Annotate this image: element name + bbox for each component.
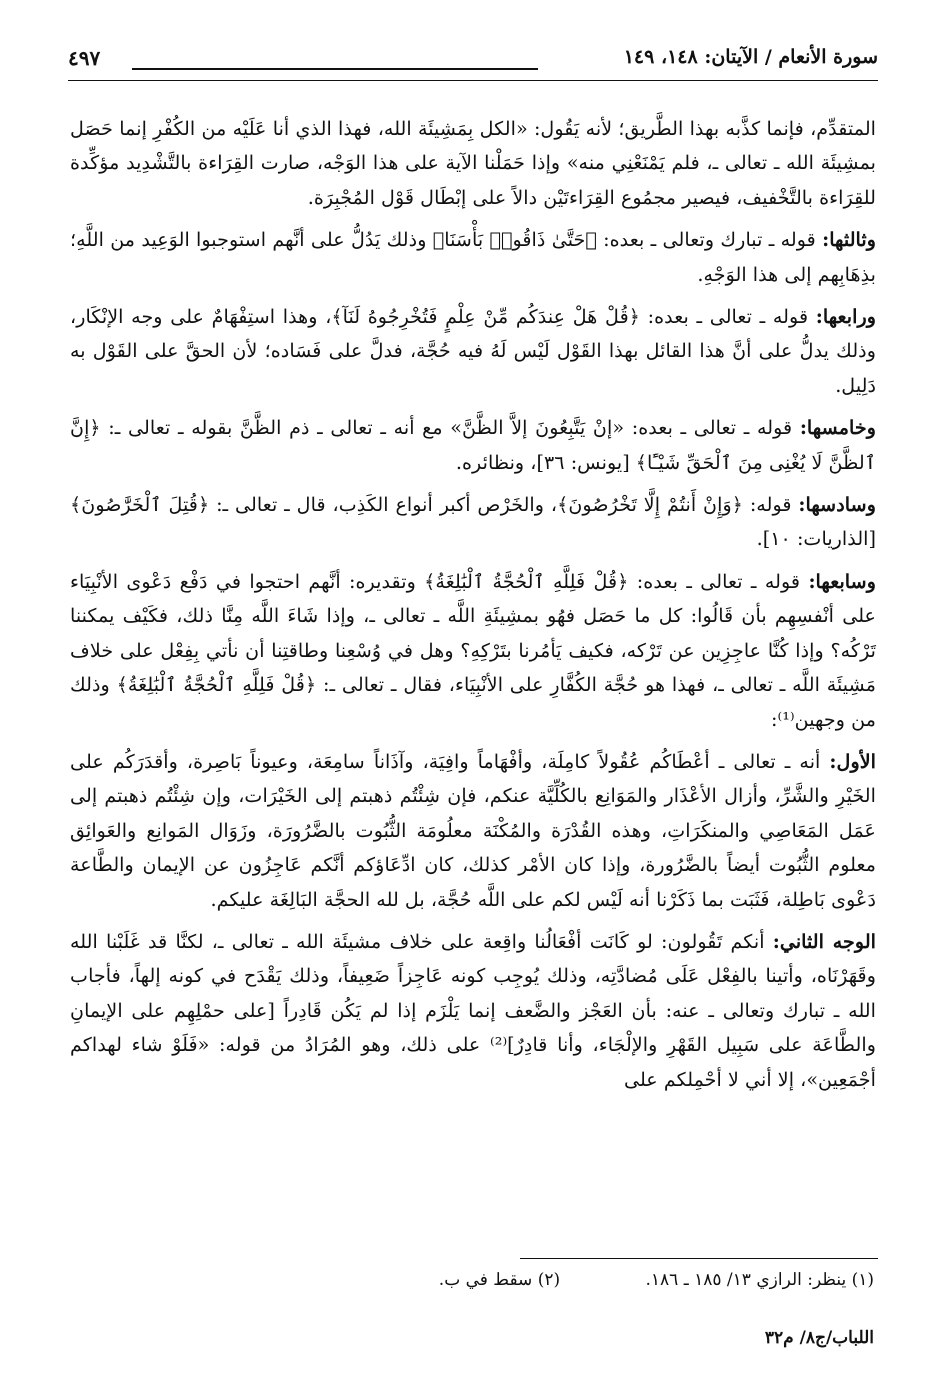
paragraph-lead: وسابعها: bbox=[808, 569, 876, 593]
running-title: سورة الأنعام / الآيتان: ١٤٨، ١٤٩ bbox=[623, 46, 878, 68]
page-number: ٤٩٧ bbox=[68, 46, 101, 70]
paragraph-lead: الوجه الثاني: bbox=[772, 929, 876, 953]
paragraph-text: قوله ـ تعالى ـ بعده: ﴿قُلْ هَلْ عِندَكُم مِّنْ عِلْمٍ فَتُخْرِجُوهُ لَنَآ﴾، وهذا استِفْهَامٌ على وجه الإنْكَار، وذلك يدلُّ على أنَّ هذا القائل بهذا القَوْل لَيْس لَهُ فيه حُجَّة، فدلَّ على فَسَاده؛ لأن الحقَّ على القَوْل به دَلِيل. bbox=[70, 305, 876, 397]
footnote: (١) ينظر: الرازي ١٣/ ١٨٥ ـ ١٨٦. bbox=[645, 1270, 874, 1290]
footnote: (٢) سقط في ب. bbox=[438, 1270, 561, 1290]
paragraph bbox=[70, 223, 876, 292]
paragraph bbox=[70, 488, 876, 557]
header-rule bbox=[132, 68, 538, 70]
paragraph-text: أنكم تَقُولون: لو كَانَت أفْعَالُنا واقِعة على خلاف مشيئَة الله ـ تعالى ـ، لكنَّا قد غَلَبْنا الله وقَهَرْنَاه، وأتينا بالفِعْل عَلَى مُضادَّتِه، وذلك يُوجِب كونه عَاجِزاً ضَعِيفاً، وذلك يَقْدَح في كونه إلهاً، فأجاب الله ـ تبارك وتعالى ـ عنه: بأن العَجْز والضَّعف إنما يَلْزَم إذا لم يَكُن قَادِراً [على حمْلِهِم على الإيمانِ والطَّاعَة على سَبِيل القَهْرِ والإلْجَاء، وأنا قادِرٌ]⁽²⁾ على ذلك، وهو المُرَادُ من قوله: «فَلَوْ شاء لهداكم أجْمَعِين»، إلا أني لا أحْمِلكم على bbox=[70, 929, 876, 1091]
paragraph bbox=[70, 300, 876, 403]
paragraph-lead: الأول: bbox=[829, 749, 876, 773]
paragraph bbox=[70, 565, 876, 737]
main-text bbox=[70, 112, 876, 1105]
paragraph-text: قوله ـ تعالى ـ بعده: ﴿قُلْ فَلِلَّهِ ٱلْحُجَّةُ ٱلْبَٰلِغَةُ﴾ وتقديره: أنَّهم احتجوا في دَفْع دَعْوى الأنْبِيَاء على أنْفسِهِم بأن قَالُوا: كل ما حَصَل فهُو بمشِيئَةِ اللَّه ـ تعالى ـ، وإذا شَاءَ اللَّه مِنَّا ذلك، فكَيْف يمكننا تَرْكُه؟ وإذا كُنَّا عاجِزِين عن تَرْكه، فكيف يَأمُرنا بتَرْكِهِ؟ وهل في وُسْعِنا وطاقتِنا أن نأتي بِفِعْل على خلاف مَشِيئَة اللَّه ـ تعالى ـ، فهذا هو حُجَّة الكُفَّارِ على الأنْبِيَاء، فقال ـ تعالى ـ: ﴿قُلْ فَلِلَّهِ ٱلْحُجَّةُ ٱلْبَٰلِغَةُ﴾ وذلك من وجهين⁽¹⁾: bbox=[70, 569, 876, 731]
paragraph bbox=[70, 411, 876, 480]
paragraph-text: قوله: ﴿وَإِنْ أَنتُمْ إِلَّا تَخْرُصُونَ﴾، والخَرْص أكبر أنواع الكَذِب، قال ـ تعالى ـ: ﴿قُتِلَ ٱلْخَرَّٰصُونَ﴾ [الذاريات: ١٠]. bbox=[70, 493, 876, 551]
paragraph-text: قوله ـ تعالى ـ بعده: «إنْ يَتَّبِعُونَ إلاَّ الظَّنَّ» مع أنه ـ تعالى ـ ذم الظَّنَّ بقوله ـ تعالى ـ: ﴿إِنَّ ٱلظَّنَّ لَا يُغْنِى مِنَ ٱلْحَقِّ شَيْـًٔا﴾ [يونس: ٣٦]، ونظائره. bbox=[70, 416, 876, 474]
paragraph-lead: وسادسها: bbox=[798, 493, 876, 517]
paragraph-lead: ورابعها: bbox=[815, 305, 876, 329]
footnote-rule bbox=[520, 1258, 878, 1259]
paragraph-lead: وخامسها: bbox=[799, 416, 876, 440]
paragraph bbox=[70, 112, 876, 215]
paragraph-text: قوله ـ تبارك وتعالى ـ بعده: ﴿حَتَّىٰ ذَاقُوا۟ بَأْسَنَا﴾ وذلك يَدُلُّ على أنَّهم استوجبوا الوَعِيد من اللَّهِ؛ بذِهَابِهم إلى هذا الوَجْهِ. bbox=[70, 228, 876, 286]
printer-signature: اللباب/ج٨/ م٣٢ bbox=[764, 1328, 874, 1348]
paragraph-lead: وثالثها: bbox=[822, 228, 876, 252]
page-header bbox=[68, 46, 878, 80]
paragraph-text: المتقدِّم، فإنما كذَّبه بهذا الطَّريق؛ لأنه يَقُول: «الكل بِمَشِيئَة الله، فهذا الذي أنا عَلَيْه من الكُفْرِ إنما حَصَل بمشِيئَة الله ـ تعالى ـ، فلم يَمْنَعْنِي منه» وإذا حَمَلْنا الآية على هذا الوَجْه، صارت القِرَاءة بالتَّشْدِيد مؤكِّدة للقِرَاءة بالتَّخْفيف، فيصير مجمُوع القِرَاءتَيْن دالاً على إبْطَال قَوْل المُجْبِرَة. bbox=[70, 117, 876, 209]
footnotes bbox=[300, 1270, 874, 1290]
paragraph-text: أنه ـ تعالى ـ أعْطَاكُم عُقُولاً كامِلَة، وأفْهَاماً وافِيَة، وآذَاناً سامِعَة، وعيوناً بَاصِرة، وأقدَرَكُم على الخَيْرِ والشَّرِّ، وأزال الأعْذَار والمَوَانِع بالكُلِّيَّة عنكم، فإن شِئْتُم ذهبتم إلى الخَيْرَات، وإن شِئْتُم ذهبتم إلى عَمَل المَعَاصِي والمنكَرَاتِ، وهذه القُدْرَة والمُكْنَة معلُومَة الثُّبُوت بالضَّرُورَة، وزَوَال المَوانِع والعَوائِق معلوم الثُّبُوت أيضاً بالضَّرُورة، وإذا كان الأمْر كذلك، كان ادِّعَاؤكم أنَّكم عَاجِزُون عن الإيمان والطَّاعة دَعْوى بَاطِلة، فَثَبَت بما ذَكَرْنا أنه لَيْس لكم على اللَّه حُجَّة، بل لله الحجَّة البَالِغَة عليكم. bbox=[70, 749, 876, 911]
header-underline bbox=[68, 80, 878, 81]
paragraph bbox=[70, 925, 876, 1097]
paragraph bbox=[70, 745, 876, 917]
